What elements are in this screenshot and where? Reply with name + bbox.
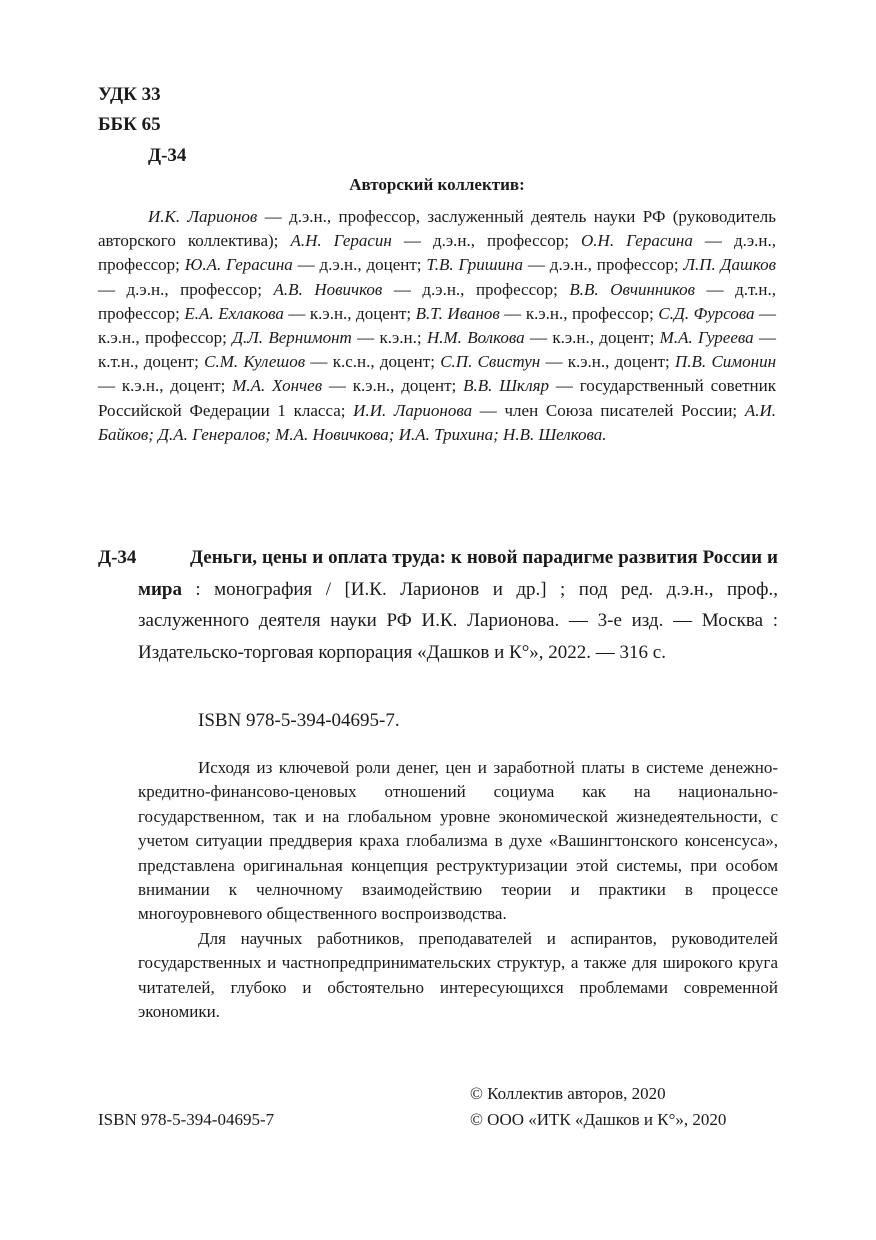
copyright-authors: © Коллектив авторов, 2020 (470, 1084, 666, 1103)
author-name: И.К. Ларионов (148, 207, 258, 226)
author-credentials: — к.э.н., профессор; (499, 303, 659, 323)
author-name: А.И. Байков; Д.А. Генералов; М.А. Новичкова; И.А. Трихина; Н.В. Шелкова. (98, 400, 776, 444)
author-credentials: — к.э.н., доцент; (283, 303, 416, 323)
author-name: Н.М. Волкова (426, 328, 525, 348)
copyright-block (470, 1081, 726, 1133)
author-name: П.В. Симонин (675, 352, 777, 372)
udk-code: УДК 33 (98, 84, 161, 105)
author-name: О.Н. Герасина (581, 231, 693, 251)
isbn-record: ISBN 978-5-394-04695-7. (198, 710, 400, 731)
author-credentials: — д.э.н., профессор; (382, 279, 570, 299)
author-credentials: — д.э.н., профессор; (98, 231, 776, 275)
author-name: С.П. Свистун (440, 352, 541, 372)
authors-heading: Авторский коллектив: (349, 175, 525, 194)
authors-list (98, 205, 776, 447)
author-credentials: — д.э.н., профессор; (391, 231, 582, 251)
author-credentials: — к.э.н., доцент; (524, 328, 660, 348)
author-mark-code: Д-34 (148, 145, 187, 166)
bib-description (138, 542, 778, 668)
author-name: С.М. Кулешов (204, 352, 306, 372)
author-credentials: — к.э.н., доцент; (98, 376, 233, 396)
author-name: В.В. Шкляр (463, 376, 550, 396)
annotation-paragraph: Для научных работников, преподавателей и аспирантов, руководителей государственных и частнопредпринимательских структур, а также для широкого круга читателей, глубоко и обстоятельно интересующихся проблемами современной экономики. (138, 928, 778, 1022)
author-name: Л.П. Дашков (683, 255, 777, 275)
author-name: Ю.А. Герасина (184, 255, 293, 275)
author-credentials: — к.т.н., доцент; (98, 328, 776, 372)
author-name: Д.Л. Вернимонт (232, 328, 352, 348)
author-credentials: — к.э.н., доцент; (322, 376, 464, 396)
book-title: Деньги, цены и оплата труда: к новой парадигме развития России и мира (138, 547, 778, 600)
author-name: М.А. Хончев (232, 376, 323, 396)
book-details: : монография / [И.К. Ларионов и др.] ; под ред. д.э.н., проф., заслуженного деятеля науки РФ И.К. Ларионова. — 3-е изд. — Москва : Издательско-торговая корпорация «Дашков и К°», 2022. — 316 с. (138, 578, 778, 663)
annotation-paragraph: Исходя из ключевой роли денег, цен и заработной платы в системе денежно-кредитно-финансово-ценовых отношений социума как на национально-государственном, так и на глобальном уровне экономической жизнедеятельности, с учетом ситуации преддверия краха глобализма в духе «Вашингтонского консенсуса», представлена оригинальная концепция реструктуризации этой системы, при особом внимании к челночному взаимодействию теории и практики в процессе многоуровневого общественного воспроизводства. (138, 758, 778, 924)
author-credentials: — д.э.н., профессор, заслуженный деятель науки РФ (руководитель авторского коллектива); (98, 207, 776, 251)
author-name: А.В. Новичков (273, 279, 383, 299)
author-name: Е.А. Ехлакова (184, 303, 284, 323)
author-credentials: — д.э.н., доцент; (292, 255, 427, 275)
annotation (138, 756, 778, 1024)
author-credentials: — к.с.н., доцент; (305, 352, 441, 372)
author-credentials: — д.э.н., профессор; (523, 255, 684, 275)
author-credentials: — д.э.н., профессор; (98, 279, 274, 299)
author-credentials: — государственный советник Российской Федерации 1 класса; (98, 376, 776, 420)
bbk-code: ББК 65 (98, 114, 161, 135)
copyright-publisher: © ООО «ИТК «Дашков и К°», 2020 (470, 1110, 727, 1129)
author-credentials: — к.э.н.; (351, 328, 427, 348)
author-name: В.Т. Иванов (415, 303, 500, 323)
author-name: И.И. Ларионова (353, 400, 473, 420)
author-credentials: — к.э.н., профессор; (98, 303, 777, 348)
isbn-footer: ISBN 978-5-394-04695-7 (98, 1110, 275, 1129)
author-credentials: — член Союза писателей России; (472, 400, 745, 420)
author-credentials: — к.э.н., доцент; (540, 352, 676, 372)
author-name: В.В. Овчинников (569, 279, 696, 299)
author-name: М.А. Гуреева (659, 328, 754, 348)
author-credentials: — д.т.н., профессор; (98, 279, 776, 323)
author-name: С.Д. Фурсова (658, 303, 755, 323)
bib-author-mark: Д-34 (98, 547, 137, 568)
author-name: А.Н. Герасин (290, 231, 392, 251)
author-name: Т.В. Гришина (426, 255, 524, 275)
